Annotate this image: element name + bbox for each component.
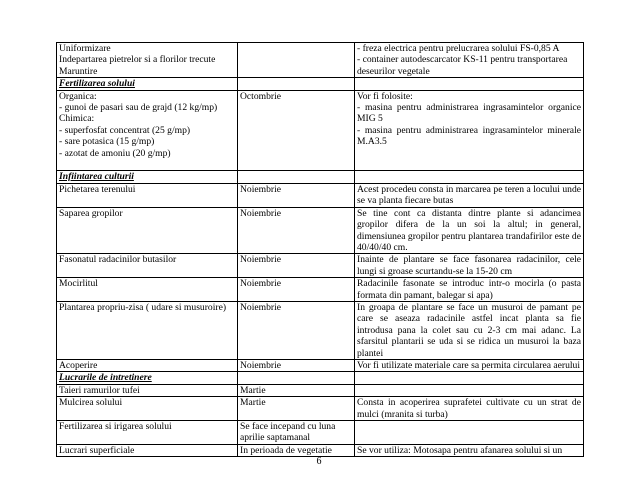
notes-cell (355, 254, 584, 278)
notes-cell (355, 359, 584, 371)
notes-cell (355, 183, 584, 207)
notes-cell (355, 301, 584, 359)
period-text: Noiembrie (240, 278, 282, 290)
operation-text: Pichetarea terenului (59, 183, 136, 195)
table-row (57, 384, 584, 396)
operation-text: Fertilizarea si irigarea solului (59, 421, 172, 432)
period-cell (238, 43, 355, 78)
operation-cell (57, 254, 238, 278)
operation-text: Indepartarea pietrelor si a florilor trecute (59, 54, 216, 66)
period-cell (238, 359, 355, 371)
operation-text: Fasonatul radacinilor butasilor (59, 254, 177, 266)
operation-cell (57, 183, 238, 207)
operation-cell (57, 421, 238, 445)
table-row (57, 359, 584, 371)
operation-cell (57, 384, 238, 396)
period-text: Noiembrie (240, 301, 282, 313)
period-cell (238, 384, 355, 396)
operation-text: Chimica: (59, 113, 95, 125)
notes-text: Vor fi utilizate materiale care sa permita circularea aerului (357, 359, 581, 371)
operation-text (59, 159, 235, 170)
notes-cell (355, 43, 584, 78)
operation-text: Lucrari superficiale (59, 444, 135, 456)
empty-cell (238, 171, 355, 183)
operation-text: Mocirlitul (59, 278, 98, 290)
period-cell (238, 90, 355, 171)
notes-text: - container autodescarcator KS-11 pentru transportarea (357, 54, 568, 66)
period-text: Martie (240, 397, 266, 409)
notes-text: Acest procedeu consta in marcarea pe teren a locului unde se va planta fiecare butas (357, 183, 581, 207)
table-row (57, 207, 584, 254)
period-text: Noiembrie (240, 183, 282, 195)
notes-text: - masina pentru administrarea ingrasamintelor organice MIG 5 (357, 102, 581, 125)
table-row (57, 43, 584, 78)
table-row (57, 301, 584, 359)
operation-text: Saparea gropilor (59, 207, 123, 219)
operations-table-body (57, 43, 584, 457)
table-row (57, 397, 584, 421)
table-row (57, 421, 584, 445)
section-title: Fertilizarea solului (57, 78, 238, 90)
period-text: In perioada de vegetatie (240, 444, 332, 456)
table-row (57, 254, 584, 278)
notes-cell (355, 90, 584, 171)
period-text: Martie (240, 384, 266, 396)
page-number: 6 (316, 456, 322, 467)
operation-text: Organica: (59, 90, 97, 102)
operation-text: - azotat de amoniu (20 g/mp) (59, 147, 171, 159)
notes-text: Consta in acoperirea suprafetei cultivate cu un strat de mulci (mranita si turba) (357, 397, 581, 420)
notes-text: Se vor utiliza: Motosapa pentru afanarea solului si un (357, 444, 563, 456)
notes-text: Se tine cont ca distanta dintre plante si adancimea gropilor difera de la un soi la altul; in general, dimensiunea gropilor pentru plantarea trandafirilor este de 40/40/40 cm. (357, 207, 581, 253)
period-cell (238, 207, 355, 254)
section-header-row (57, 171, 584, 183)
operations-table (56, 42, 584, 457)
period-cell (238, 183, 355, 207)
notes-cell (355, 207, 584, 254)
operation-cell (57, 278, 238, 302)
empty-cell (355, 78, 584, 90)
period-text: Noiembrie (240, 254, 282, 266)
period-text: Se face incepand cu luna aprilie saptamanal (240, 421, 336, 444)
notes-cell (355, 444, 584, 456)
operation-cell (57, 90, 238, 171)
empty-cell (238, 78, 355, 90)
notes-text: - freza electrica pentru prelucrarea solului FS-0,85 A (357, 43, 560, 54)
period-cell (238, 444, 355, 456)
notes-text: deseurilor vegetale (357, 65, 430, 77)
operation-cell (57, 301, 238, 359)
operation-text: - sare potasica (15 g/mp) (59, 136, 155, 148)
operation-text: Uniformizare (59, 43, 111, 54)
operation-text: Taieri ramurilor tufei (59, 384, 140, 396)
section-title: Lucrarile de intretinere (57, 372, 238, 384)
table-row (57, 278, 584, 302)
table-row (57, 183, 584, 207)
period-cell (238, 278, 355, 302)
table-row (57, 90, 584, 171)
period-text: Noiembrie (240, 359, 282, 371)
empty-cell (355, 171, 584, 183)
period-cell (238, 421, 355, 445)
operation-text: Mulcirea solului (59, 397, 123, 409)
period-text: Octombrie (240, 90, 282, 102)
notes-text: - masina pentru administrarea ingrasamintelor minerale M.A3.5 (357, 124, 581, 148)
operation-cell (57, 43, 238, 78)
notes-text: Radacinile fasonate se introduc intr-o mocirla (o pasta formata din pamant, balegar si apa) (357, 278, 581, 301)
section-header-row (57, 372, 584, 384)
period-cell (238, 254, 355, 278)
operation-cell (57, 207, 238, 254)
period-text: Noiembrie (240, 207, 282, 219)
notes-text: In groapa de plantare se face un musuroi de pamant pe care se aseaza radacinile astfel incat planta sa fie introdusa pana la colet sau cu 2-3 cm mai adanc. La sfarsitul plantarii se uda si se ridica un musuroi la baza plantei (357, 301, 581, 359)
operation-cell (57, 359, 238, 371)
section-title: Infiintarea culturii (57, 171, 238, 183)
section-header-row (57, 78, 584, 90)
operation-text: Acoperire (59, 359, 98, 371)
period-cell (238, 301, 355, 359)
notes-cell (355, 278, 584, 302)
operation-text: - superfosfat concentrat (25 g/mp) (59, 124, 191, 136)
operation-cell (57, 397, 238, 421)
notes-text: Vor fi folosite: (357, 90, 413, 102)
notes-text: Inainte de plantare se face fasonarea radacinilor, cele lungi si groase scurtandu-se la 15-20 cm (357, 254, 581, 277)
table-row (57, 444, 584, 456)
notes-cell (355, 384, 584, 396)
empty-cell (238, 372, 355, 384)
notes-cell (355, 421, 584, 445)
empty-cell (355, 372, 584, 384)
notes-cell (355, 397, 584, 421)
operation-text: Maruntire (59, 65, 98, 77)
operation-cell (57, 444, 238, 456)
period-cell (238, 397, 355, 421)
operation-text: Plantarea propriu-zisa ( udare si musuroire) (59, 301, 227, 313)
operation-text: - gunoi de pasari sau de grajd (12 kg/mp) (59, 102, 218, 114)
